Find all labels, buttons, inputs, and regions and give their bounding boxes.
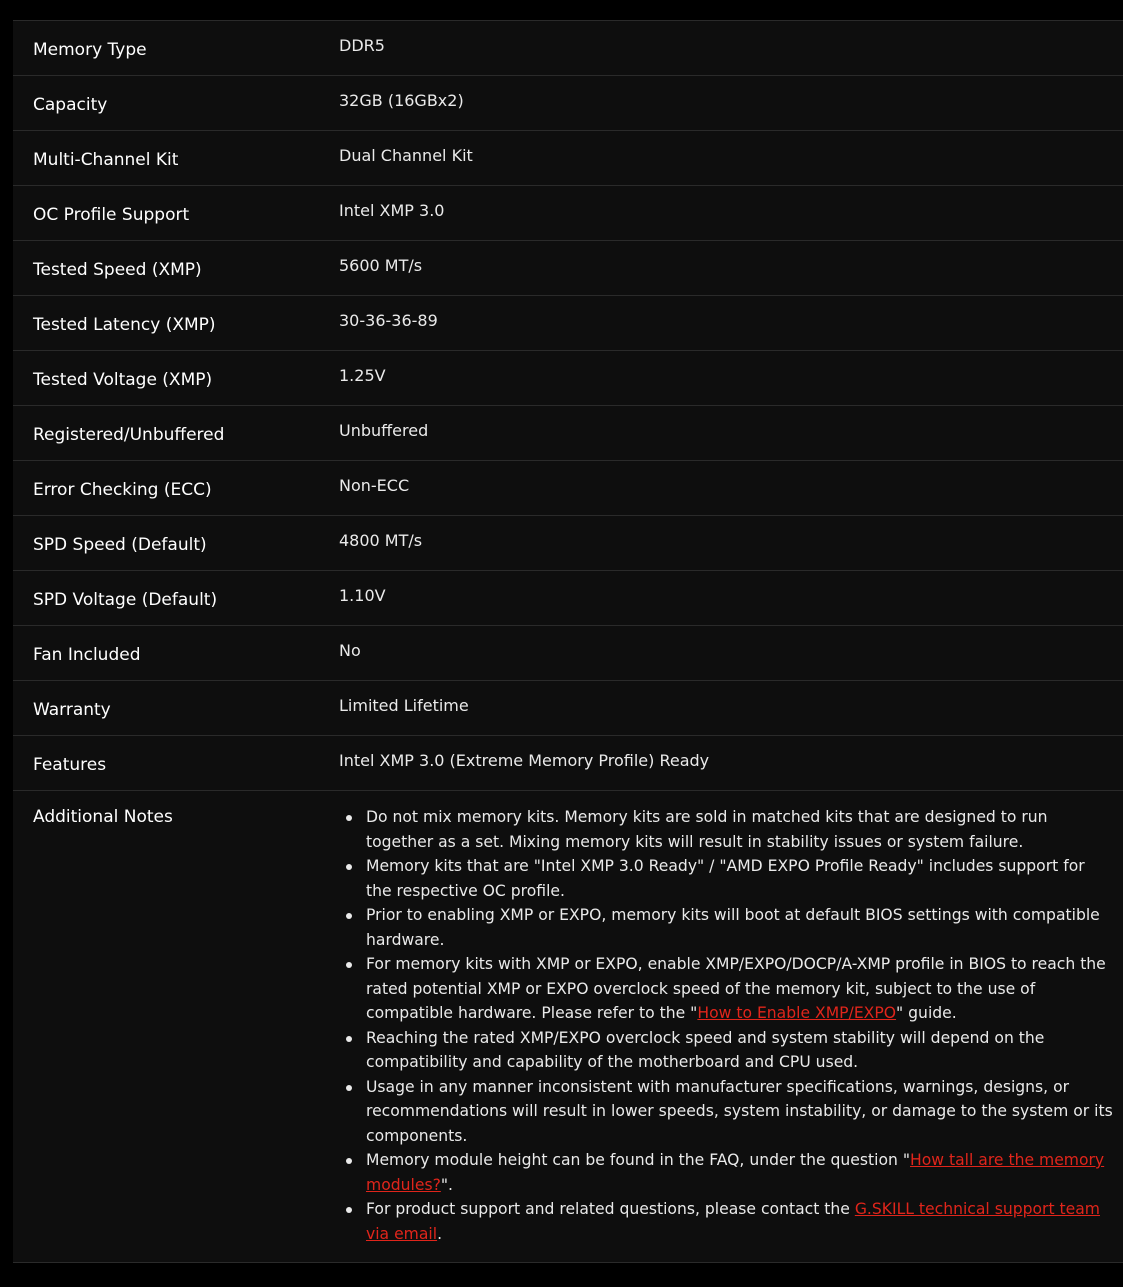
spec-row-registered-unbuffered [13,406,1123,461]
spec-label: SPD Voltage (Default) [33,590,218,610]
spec-label: SPD Speed (Default) [33,535,207,555]
spec-label: Error Checking (ECC) [33,480,212,500]
spec-label: Tested Latency (XMP) [33,315,216,335]
memory-module-height-faq-link[interactable]: How tall are the memory modules? [366,1151,1105,1194]
spec-label: Additional Notes [33,807,173,827]
note-item [366,952,1113,1026]
spec-value: Dual Channel Kit [339,145,473,165]
spec-label: Tested Voltage (XMP) [33,370,213,390]
note-text: . [437,1224,443,1243]
note-text: Do not mix memory kits. Memory kits are sold in matched kits that are designed to run together as a set. Mixing memory kits will result in stability issues or system failure. [366,808,1048,851]
spec-label: OC Profile Support [33,205,190,225]
specifications-table [13,20,1123,1263]
spec-value: 1.10V [339,585,386,605]
spec-row-tested-speed [13,241,1123,296]
note-item [366,903,1113,952]
spec-value: No [339,640,361,660]
note-text: For memory kits with XMP or EXPO, enable XMP/EXPO/DOCP/A-XMP profile in BIOS to reach the rated potential XMP or EXPO overclock speed of the memory kit, subject to the use of compatible hardware. Please refer to the " [366,955,1106,1022]
spec-label: Tested Speed (XMP) [33,260,202,280]
spec-value: 5600 MT/s [339,255,423,275]
spec-row-memory-type [13,21,1123,76]
note-text: For product support and related questions, please contact the [366,1200,855,1218]
spec-label: Features [33,755,107,775]
note-text: Usage in any manner inconsistent with manufacturer specifications, warnings, designs, or recommendations will result in lower speeds, system instability, or damage to the system or its components. [366,1077,1113,1145]
note-text: Memory module height can be found in the FAQ, under the question " [366,1151,911,1169]
spec-row-capacity [13,76,1123,131]
spec-row-error-checking [13,461,1123,516]
note-text: Reaching the rated XMP/EXPO overclock speed and system stability will depend on the compatibility and capability of the motherboard and CPU used. [366,1028,1045,1071]
spec-row-spd-speed [13,516,1123,571]
spec-value: 1.25V [339,365,386,385]
note-item [366,1026,1113,1075]
note-text: " guide. [896,1004,957,1022]
spec-row-oc-profile-support [13,186,1123,241]
spec-label: Capacity [33,95,108,115]
additional-notes-list [339,805,1123,1246]
spec-value: 32GB (16GBx2) [339,90,464,110]
note-text: ". [440,1175,453,1194]
spec-label: Registered/Unbuffered [33,425,225,445]
note-item [366,854,1113,903]
spec-value: DDR5 [339,35,385,55]
spec-label: Warranty [33,700,111,720]
spec-row-additional-notes [13,791,1123,1263]
spec-value: Unbuffered [339,420,429,440]
spec-row-fan-included [13,626,1123,681]
how-to-enable-xmp-expo-link[interactable]: How to Enable XMP/EXPO [697,1004,897,1022]
spec-value: Non-ECC [339,475,410,495]
spec-value: 30-36-36-89 [339,310,438,330]
spec-row-warranty [13,681,1123,736]
technical-support-email-link[interactable]: G.SKILL technical support team via email [366,1200,1100,1243]
note-item [366,1197,1113,1246]
spec-row-multi-channel-kit [13,131,1123,186]
spec-value: Intel XMP 3.0 (Extreme Memory Profile) Ready [339,750,710,770]
spec-label: Fan Included [33,645,141,665]
note-item [366,805,1113,854]
note-item [366,1075,1113,1149]
spec-row-spd-voltage [13,571,1123,626]
note-item [366,1148,1113,1197]
spec-value: 4800 MT/s [339,530,423,550]
note-text: Memory kits that are "Intel XMP 3.0 Ready" / "AMD EXPO Profile Ready" includes support for the respective OC profile. [366,857,1085,900]
spec-row-tested-latency [13,296,1123,351]
spec-row-features [13,736,1123,791]
spec-value: Limited Lifetime [339,695,469,715]
note-text: Prior to enabling XMP or EXPO, memory kits will boot at default BIOS settings with compatible hardware. [366,906,1100,949]
spec-label: Memory Type [33,40,147,60]
spec-value: Intel XMP 3.0 [339,200,445,220]
spec-row-tested-voltage [13,351,1123,406]
spec-label: Multi-Channel Kit [33,150,179,170]
